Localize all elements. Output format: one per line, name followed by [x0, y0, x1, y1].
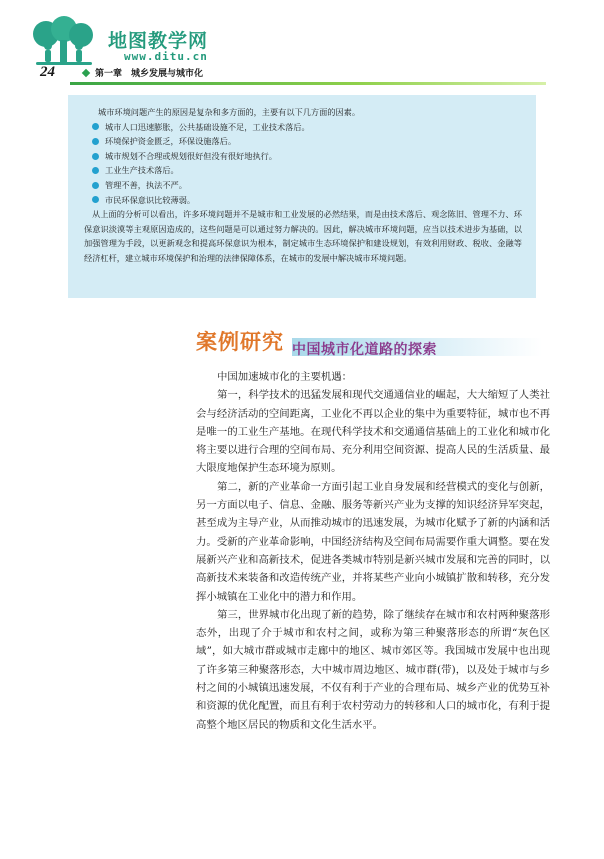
body-paragraph: 第二，新的产业革命一方面引起工业自身发展和经营模式的变化与创新，另一方面以电子、信息、金融、服务等新兴产业为支撑的知识经济异军突起，甚至成为主导产业，从而推动城市的迅速发展，为城市化赋予了新的内涵和活力。受新的产业革命影响，中国经济结构及空间布局需要作重大调整。要在发展新兴产业和高新技术，促进各类城市特别是新兴城市发展和完善的同时，以高新技术来装备和改造传统产业，并将某些产业向小城镇扩散和转移，充分发挥小城镇在工业化中的潜力和作用。 [196, 480, 550, 603]
environment-causes-box [68, 95, 536, 298]
box-intro: 城市环境问题产生的原因是复杂和多方面的，主要有以下几方面的因素。 [98, 107, 361, 117]
bullet-text: 工业生产技术落后。 [105, 165, 179, 176]
case-study-heading: 案例研究 [196, 330, 284, 354]
site-logo-icon [26, 16, 100, 68]
list-item [92, 120, 522, 135]
bullet-dot-icon [92, 167, 99, 174]
bullet-text: 环境保护资金匮乏，环保设施落后。 [105, 136, 237, 147]
chapter-title: 第一章 城乡发展与城市化 [95, 69, 204, 79]
bullet-dot-icon [92, 123, 99, 130]
page-number: 24 [40, 64, 55, 80]
site-url: www.ditu.cn [124, 50, 208, 63]
case-study-body [196, 368, 550, 734]
body-paragraph: 中国加速城市化的主要机遇： [217, 371, 353, 383]
list-item [92, 193, 522, 208]
site-title: 地图教学网 [108, 30, 209, 52]
header-divider [70, 82, 546, 85]
list-item [92, 178, 522, 193]
bullet-dot-icon [92, 138, 99, 145]
diamond-icon [82, 69, 90, 77]
list-item [92, 163, 522, 178]
bullet-dot-icon [92, 196, 99, 203]
box-analysis: 从上面的分析可以看出，许多环境问题并不是城市和工业发展的必然结果，而是由技术落后、观念陈旧、管理不力、环保意识淡漠等主观原因造成的，这些问题是可以通过努力解决的。因此，解决城市环境问题，应当以技术进步为基础，以加强管理为手段，以更新观念和提高环保意识为根本，制定城市生态环境保护和建设规划，有效利用财政、税收、金融等经济杠杆，建立城市环境保护和治理的法律保障体系，在城市的发展中解决城市环境问题。 [84, 209, 522, 263]
bullet-text: 管理不善，执法不严。 [105, 179, 187, 190]
bullet-text: 市民环保意识比较薄弱。 [105, 194, 196, 205]
list-item [92, 134, 522, 149]
list-item [92, 149, 522, 164]
bullet-dot-icon [92, 182, 99, 189]
body-paragraph: 第三，世界城市化出现了新的趋势，除了继续存在城市和农村两种聚落形态外，出现了介于城市和农村之间，或称为第三种聚落形态的所谓“灰色区域”，如大城市群或城市走廊中的地区、城市郊区等。我国城市发展中也出现了许多第三种聚落形态，大中城市周边地区、城市群(带)，以及处于城市与乡村之间的小城镇迅速发展，不仅有利于产业的合理布局、城乡产业的优势互补和资源的优化配置，而且有利于农村劳动力的转移和人口的城市化，有利于提高整个地区居民的物质和文化生活水平。 [196, 608, 550, 731]
case-study-subtitle: 中国城市化道路的探索 [292, 342, 437, 358]
bullet-text: 城市规划不合理或规划很好但没有很好地执行。 [105, 150, 277, 161]
bullet-text: 城市人口迅速膨胀，公共基础设施不足，工业技术落后。 [105, 121, 310, 132]
bullet-dot-icon [92, 153, 99, 160]
body-paragraph: 第一，科学技术的迅猛发展和现代交通通信业的崛起，大大缩短了人类社会与经济活动的空间距离，工业化不再以企业的集中为重要特征，城市也不再是唯一的工业生产基地。在现代科学技术和交通通信基础上的工业化和城市化将主要以进行合理的空间布局、充分利用空间资源、提高人民的生活质量、最大限度地保护生态环境为原则。 [196, 389, 550, 475]
